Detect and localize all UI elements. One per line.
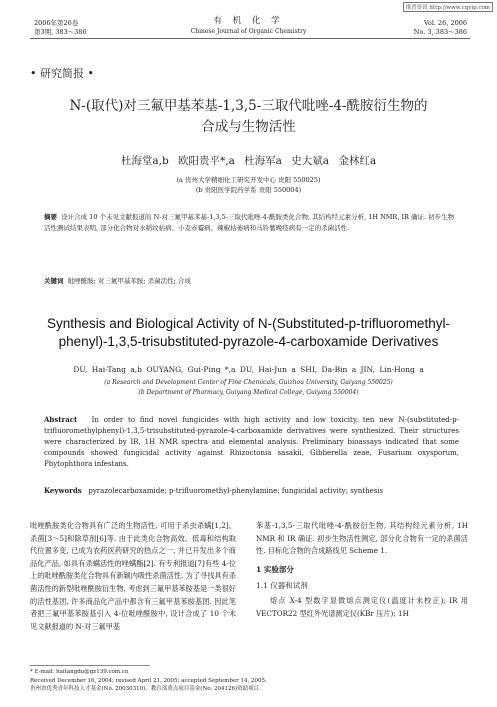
footnote-email: * E-mail: haitangdu@gz139.com.cn <box>30 669 129 675</box>
title-en-line1: Synthesis and Biological Activity of N-(Substituted-p-trifluoromethyl- <box>47 316 450 331</box>
body-right-column <box>256 520 468 620</box>
abstract-cn-label: 摘要 <box>44 213 57 221</box>
title-en-line2: phenyl)-1,3,5-trisubstituted-pyrazole-4-carboxamide Derivatives <box>58 334 439 349</box>
abstract-en-text: In order to find novel fungicides with high activity and low toxicity, ten new N-(substituted-p-trifluoromethylphenyl)-1,3,5-trisubstituted-pyrazole-4-carboxamide derivatives were synthesized. Their structures were characterized by IR, 1H NMR spectra and elemental analysis. Preliminary bioassays indicated that some compounds showed fungicidal activity against Rhizoctonia sasakii, Gibberella zeae, Fusarium oxysporum, Phytophthora infestans. <box>44 416 459 468</box>
footnote-fund: 贵州省优秀青年科技人才基金(No. 20030310)、教育部重点项目基金(No. 204126)资助项目. <box>30 686 261 692</box>
title-cn-line1: N-(取代)对三氟甲基苯基-1,3,5-三取代吡唑-4-酰胺衍生物的 <box>69 98 428 114</box>
affiliation-cn-a: (a 贵州大学精细化工研究开发中心 贵阳 550025) <box>176 176 321 184</box>
issue-pages: 第3期, 383～386 <box>34 28 87 36</box>
affiliation-cn-b: (b 贵阳医学院药学系 贵阳 550004) <box>195 186 302 194</box>
issue-year: 2006年第26卷 <box>34 19 79 27</box>
affiliations-chinese <box>0 175 497 195</box>
section-tag: • 研究简报 • <box>30 67 94 80</box>
instruments-text: 熔点 X-4 型数字显微熔点测定仪(温度计未校正); IR 用 VECTOR22 型红外光谱测定仪(KBr 压片); 1H <box>256 595 468 618</box>
abstract-cn-text: 设计合成 10 个未见文献报道的 N-对三氟甲基苯基-1,3,5-三取代吡唑-4-酰胺类化合物, 其结构经元素分析, 1H NMR, IR 确证. 初步生物活性测试结果表明, 部分化合物对水稻纹枯病、小麦赤霉病、辣椒枯萎病和马铃薯晚疫病有一定的杀菌活性. <box>44 213 455 232</box>
title-chinese <box>0 96 497 138</box>
abstract-chinese <box>44 212 459 233</box>
authors-chinese: 杜海堂a,b 欧阳贵平*,a 杜海军a 史大斌a 金林红a <box>120 155 377 167</box>
journal-title-cn: 有 机 化 学 <box>213 16 284 26</box>
authors-english: DU, Hai-Tang a,b OUYANG, Gui-Ping *,a DU, Hai-Jun a SHI, Da-Bin a JIN, Lin-Hong a <box>73 365 424 374</box>
affiliation-en-b: (b Department of Pharmacy, Guiyang Medical College, Guiyang 550004) <box>138 388 359 396</box>
journal-title-en: Chinese Journal of Organic Chemistry <box>190 28 307 35</box>
journal-issue-right <box>414 19 467 37</box>
keywords-chinese <box>44 276 459 285</box>
title-cn-line2: 合成与生物活性 <box>201 119 296 135</box>
keywords-en-label: Keywords <box>44 486 82 495</box>
number-pages: No. 3, 383～386 <box>413 28 467 36</box>
volume: Vol. 26, 2006 <box>423 19 467 27</box>
affiliation-en-a: (a Research and Development Center of Fine Chemicals, Guizhou University, Guiyang 550025) <box>104 379 393 386</box>
keywords-cn-text: 吡唑酰胺; 对三氟甲基苯胺; 杀菌活性; 合成 <box>67 277 191 285</box>
footnote-received: Received December 16, 2004; revised April 21, 2005; accepted September 14, 2005. <box>30 677 267 684</box>
body-right-text: 苯基-1,3,5-三取代吡唑-4-酰胺衍生物, 其结构经元素分析, 1H NMR 和 IR 确证. 初步生物活性测定, 部分化合物有一定的杀菌活性. 目标化合物的合成路线见 Scheme 1. <box>256 521 468 556</box>
affiliations-english <box>0 378 497 397</box>
watermark-tag: 维普资讯 http://www.cqvip.com <box>403 2 493 12</box>
title-english <box>20 315 477 351</box>
keywords-cn-label: 关键词 <box>44 277 64 285</box>
subsection-heading-instruments: 1.1 仪器和试剂 <box>256 581 308 591</box>
footnotes <box>30 668 470 694</box>
body-left-text: 吡唑酰胺类化合物具有广泛的生物活性, 可用于杀虫杀螨[1,2]、杀菌[3～5]和除草剂[6]等. 由于此类化合物高效、低毒和结构取代位置多变, 已成为农药医药研究的热点之一, 并已开发出多个商品化产品, 如具有杀螨活性的唑螨酯[2]. 有专利报道[7]有些 4-位上的吡唑酰胺类化合物具有新颖内吸性杀菌活性. 为了寻找具有杀菌活性的新型吡唑酰胺衍生物, 考虑到三氟甲基苯胺基是一类很好的活性基团, 许多商品化产品中都含有三氟甲基苯胺基团. 因此笔者把三氟甲基苯胺基引入 4-位吡唑酰胺中, 设计合成了 10 个未见文献报道的 N-对三氟甲基 <box>30 521 236 631</box>
footnote-divider <box>30 665 150 666</box>
section-heading-experimental: 1 实验部分 <box>256 564 294 574</box>
header-divider <box>30 38 470 39</box>
abstract-english <box>44 414 459 470</box>
body-left-column <box>30 520 236 633</box>
abstract-en-label: Abstract <box>44 415 78 424</box>
keywords-english <box>44 486 459 495</box>
keywords-en-text: pyrazolecarboxamide; p-trifluoromethyl-phenylamine; fungicidal activity; synthesis <box>88 487 384 495</box>
